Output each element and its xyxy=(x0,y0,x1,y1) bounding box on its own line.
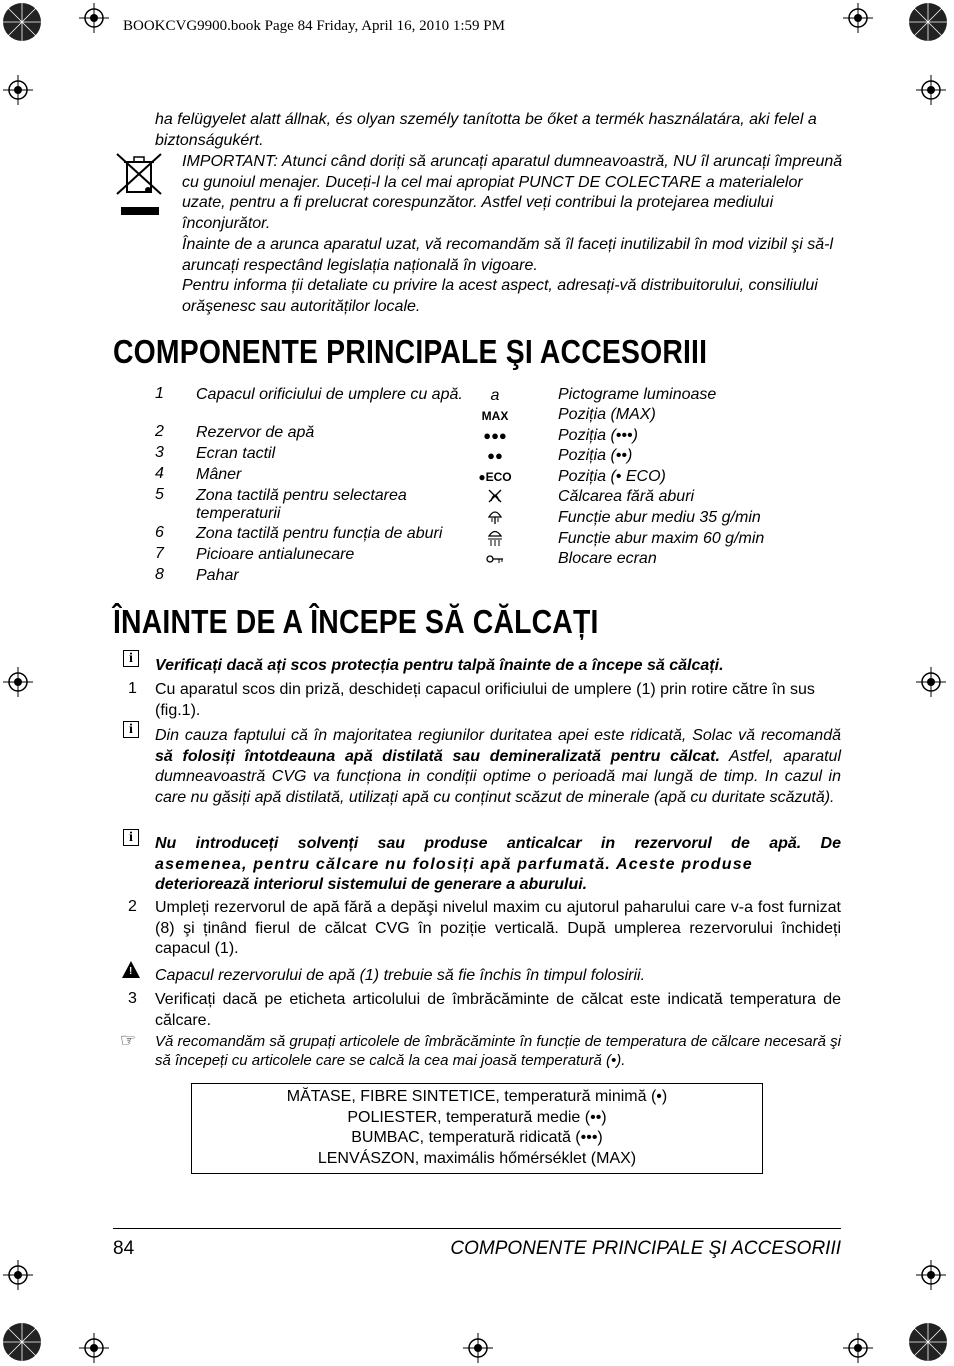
color-rosette-icon xyxy=(908,2,948,42)
part-label: Zona tactilă pentru selectarea temperaturii xyxy=(196,487,407,522)
pictogram-label: Poziția (• ECO) xyxy=(558,468,666,485)
note-text-part: Din cauza faptului că în majoritatea regiunilor duritatea apei este ridicată, Solac vă recomandă xyxy=(155,727,841,744)
step-text: Cu aparatul scos din priză, deschideți capacul orificiului de umplere (1) prin rotire către în sus (fig.1). xyxy=(155,681,815,719)
part-label: Zona tactilă pentru funcția de aburi xyxy=(196,525,443,542)
step-number: 2 xyxy=(128,898,137,915)
registration-mark-icon xyxy=(3,667,33,697)
temperature-row: POLIESTER, temperatură medie (••) xyxy=(347,1108,607,1126)
weee-paragraph: Înainte de a arunca aparatul uzat, vă recomandăm să îl faceți inutilizabil în mod vizibil şi să-l aruncați respectând legislația națională în vigoare. xyxy=(182,235,833,274)
warning-icon: ! xyxy=(122,961,140,978)
pointing-hand-icon: ☞ xyxy=(120,1030,137,1050)
registration-mark-icon xyxy=(916,667,946,697)
part-number: 5 xyxy=(155,486,164,503)
temperature-table xyxy=(191,1083,763,1174)
pictogram-label: Poziția (•••) xyxy=(558,427,638,444)
tip-text: Vă recomandăm să grupați articolele de îmbrăcăminte în funcție de temperatura de călcare necesară şi să începeți cu articolele care se calcă la cea mai joasă temperatură (•). xyxy=(155,1033,841,1069)
info-icon: i xyxy=(123,829,139,846)
step-text: Verificați dacă pe eticheta articolului de îmbrăcăminte de călcat este indicată temperatura de călcare. xyxy=(155,991,841,1029)
pictogram-label: Poziția (••) xyxy=(558,447,633,464)
registration-mark-icon xyxy=(3,1260,33,1290)
pictogram-label: Poziția (MAX) xyxy=(558,406,656,423)
pictogram-label: Pictograme luminoase xyxy=(558,386,717,403)
section-title: ÎNAINTE DE A ÎNCEPE SĂ CĂLCAȚI xyxy=(113,603,599,640)
part-label: Capacul orificiului de umplere cu apă. xyxy=(196,386,463,403)
eco-symbol: ●ECO xyxy=(478,470,512,484)
temperature-row: LENVÁSZON, maximális hőmérséklet (MAX) xyxy=(317,1149,637,1167)
registration-mark-icon xyxy=(3,75,33,105)
registration-mark-icon xyxy=(843,3,873,33)
part-label: Pahar xyxy=(196,567,239,584)
part-label: Rezervor de apă xyxy=(196,424,315,441)
note-emphasis: să folosiți întotdeauna apă distilată sau demineralizată pentru călcat. xyxy=(155,747,720,765)
note-line: deteriorează interiorul sistemului de generare a aburului. xyxy=(155,876,588,893)
registration-mark-icon xyxy=(79,3,109,33)
pictogram-label: Funcție abur maxim 60 g/min xyxy=(558,530,765,547)
max-symbol: MAX xyxy=(481,409,509,423)
steam-max-icon xyxy=(486,527,504,547)
note-line: Nu introduceți solvenți sau produse anticalcar in rezervorul de apă. De xyxy=(155,835,841,852)
color-rosette-icon xyxy=(2,1322,42,1362)
two-dots-symbol: ●● xyxy=(487,448,503,463)
note-text xyxy=(155,834,841,896)
step-number: 3 xyxy=(128,990,137,1007)
registration-mark-icon xyxy=(843,1333,873,1363)
three-dots-symbol: ●●● xyxy=(483,428,507,443)
registration-mark-icon xyxy=(79,1333,109,1363)
part-number: 8 xyxy=(155,566,164,583)
section-title: COMPONENTE PRINCIPALE ŞI ACCESORIII xyxy=(113,333,708,370)
registration-mark-icon xyxy=(463,1333,493,1363)
info-icon: i xyxy=(123,650,139,667)
part-number: 4 xyxy=(155,465,164,482)
note-text: Verificați dacă ați scos protecția pentru talpă înainte de a începe să călcați. xyxy=(155,657,724,674)
registration-mark-icon xyxy=(916,1260,946,1290)
step-number: 1 xyxy=(128,680,137,697)
step-text: Umpleți rezervorul de apă fără a depăşi nivelul maxim cu ajutorul paharului care v-a fost furnizat (8) şi ținând fierul de călcat CVG în poziție verticală. După umplerea rezervorului închideți capacul (1). xyxy=(155,899,841,957)
weee-paragraph: Pentru informa ții detaliate cu privire la acest aspect, adresați-vă distribuitorului, consiliului orăşenesc sau autorităților locale. xyxy=(182,277,818,315)
no-steam-icon xyxy=(486,487,504,505)
weee-notice xyxy=(182,152,846,318)
intro-text: ha felügyelet alatt állnak, és olyan személy tanította be őket a termék használatára, aki felel a biztonságukért. xyxy=(155,111,817,149)
part-label: Mâner xyxy=(196,466,242,483)
running-title: COMPONENTE PRINCIPALE ŞI ACCESORIII xyxy=(450,1238,841,1259)
steam-medium-icon xyxy=(486,507,504,525)
page-number: 84 xyxy=(113,1238,135,1259)
color-rosette-icon xyxy=(908,1322,948,1362)
note-line: asemenea, pentru călcare nu folosiți apă parfumată. Aceste produse xyxy=(155,855,753,873)
print-header: BOOKCVG9900.book Page 84 Friday, April 16, 2010 1:59 PM xyxy=(123,18,505,34)
part-number: 7 xyxy=(155,545,164,562)
pictogram-label: Călcarea fără aburi xyxy=(558,488,695,505)
pictogram-label: Funcție abur mediu 35 g/min xyxy=(558,509,761,526)
note-text xyxy=(155,726,841,808)
part-number: 6 xyxy=(155,524,164,541)
footer-rule xyxy=(113,1228,841,1229)
part-number: 2 xyxy=(155,423,164,440)
pictogram-label: Blocare ecran xyxy=(558,550,657,567)
color-rosette-icon xyxy=(2,2,42,42)
key-lock-icon xyxy=(486,553,504,565)
pictogram-symbol: a xyxy=(490,387,500,404)
crossed-out-bin-icon xyxy=(115,152,163,218)
part-label: Ecran tactil xyxy=(196,445,276,462)
temperature-row: BUMBAC, temperatură ridicată (•••) xyxy=(351,1129,603,1146)
weee-paragraph: IMPORTANT: Atunci când doriți să aruncați aparatul dumneavoastră, NU îl aruncați împreună cu gunoiul menajer. Duceți-l la cel mai apropiat PUNCT DE COLECTARE a materialelor uzate, pentru a fi prelucrat corespunzător. Astfel veți contribui la protejarea mediului înconjurător. xyxy=(182,153,843,233)
registration-mark-icon xyxy=(916,75,946,105)
part-number: 3 xyxy=(155,444,164,461)
warning-text: Capacul rezervorului de apă (1) trebuie să fie închis în timpul folosirii. xyxy=(155,967,646,984)
info-icon: i xyxy=(123,721,139,738)
temperature-row: MĂTASE, FIBRE SINTETICE, temperatură minimă (•) xyxy=(286,1088,668,1105)
part-number: 1 xyxy=(155,385,164,402)
note-text-part: Astfel, aparatul dumneavoastră CVG va funcționa in condiții optime o perioadă mai lungă de timp. In cazul in care nu găsiți apă distilată, utilizați apă cu conținut scăzut de minerale (apă cu duritate scăzută). xyxy=(155,747,842,806)
part-label: Picioare antialunecare xyxy=(196,546,355,563)
